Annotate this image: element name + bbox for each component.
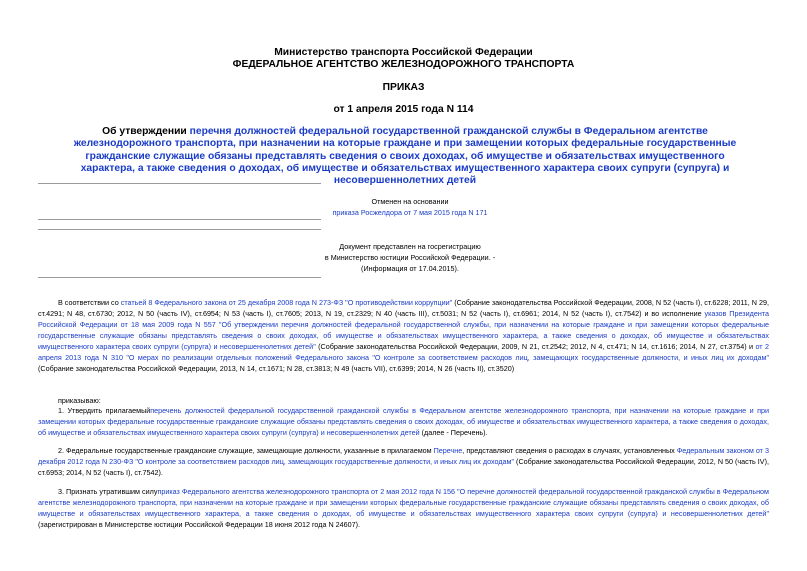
ministry-heading: Министерство транспорта Российской Федерации bbox=[274, 47, 533, 58]
registration-line-1: Документ представлен на госрегистрацию bbox=[339, 242, 481, 251]
divider-line bbox=[38, 219, 321, 220]
item-3-paragraph bbox=[38, 486, 769, 530]
item-3-text: 3. Признать утратившим силу bbox=[58, 487, 158, 496]
preamble-text: (Собрание законодательства Российской Федерации, 2009, N 21, ст.2542; 2012, N 4, ст.471; N 14, ст.1616; 2014, N 27, ст.3754) и bbox=[315, 342, 756, 351]
cancel-notice bbox=[290, 196, 530, 218]
item-2-text: 2. Федеральные государственные гражданские служащие, замещающие должности, указанные в прилагаемом bbox=[58, 446, 434, 455]
document-title bbox=[60, 126, 750, 187]
divider-line bbox=[38, 277, 321, 278]
agency-heading: ФЕДЕРАЛЬНОЕ АГЕНТСТВО ЖЕЛЕЗНОДОРОЖНОГО ТРАНСПОРТА bbox=[232, 59, 575, 70]
item-3-text: (зарегистрирован в Министерстве юстиции Российской Федерации 18 июня 2012 года N 24607). bbox=[38, 520, 361, 529]
preamble-text: (Собрание законодательства Российской Федерации, 2008, N 52 (часть I), ст.6228; 2011, N 29, ст.4291; N 48, ст.6730; 2012, N 50 (часть IV), ст.6954; N 53 (часть I), ст.7605; 2013, N 19, ст.2329; N 40 (часть III), ст.5031; N 52 (часть I), ст.6961; 2014, N 52 (часть I), ст.7542) и во исполнение bbox=[38, 298, 769, 318]
order-heading: ПРИКАЗ bbox=[382, 82, 425, 93]
list-link[interactable]: Перечне bbox=[433, 446, 463, 455]
federal-law-230-link[interactable]: Федеральным законом от 3 декабря 2012 года N 230-ФЗ "О контроле за соответствием расходов лиц, замещающих государственные должности, и иных лиц их доходам" bbox=[38, 446, 769, 466]
preamble-paragraph bbox=[38, 297, 769, 374]
item-1-paragraph bbox=[38, 405, 769, 438]
registration-notice bbox=[290, 241, 530, 274]
presidential-decree-310-link[interactable]: от 2 апреля 2013 года N 310 "О мерах по реализации отдельных положений Федерального закона "О контроле за соответствием расходов лиц, замещающих государственные должности, и иных лиц их доходам" bbox=[38, 342, 769, 362]
presidential-decree-557-link[interactable]: указов Президента Российской Федерации от 18 мая 2009 года N 557 "Об утверждении перечня должностей федеральной государственной службы, при назначении на которые граждане и при замещении которых федеральные государственные служащие обязаны представлять сведения о своих доходах, об имуществе и обязательствах имущественного характера, а также сведения о доходах, об имуществе и обязательствах имущественного характера своих супруги (супруга) и несовершеннолетних детей" bbox=[38, 309, 769, 351]
title-prefix: Об утверждении bbox=[102, 126, 190, 137]
divider-line bbox=[38, 229, 321, 230]
preamble-text: (Собрание законодательства Российской Федерации, 2013, N 14, ст.1671; N 28, ст.3813; N 49 (часть VII), ст.6399; 2014, N 26 (часть II), ст.3520) bbox=[38, 364, 515, 373]
cancel-notice-text: Отменен на основании bbox=[371, 197, 449, 206]
order-date: от 1 апреля 2015 года N 114 bbox=[333, 104, 474, 115]
item-2-text: (Собрание законодательства Российской Федерации, 2012, N 50 (часть IV), ст.6953; 2014, N 52 (часть I), ст.7542). bbox=[38, 457, 769, 477]
order-156-link[interactable]: приказ Федерального агентства железнодорожного транспорта от 2 мая 2012 года N 156 "О перечне должностей федеральной государственной гражданской службы в Федеральном агентстве железнодорожного транспорта, при назначении на которые граждане и при замещении которых федеральные государственные гражданские служащие обязаны представлять сведения о своих доходах, об имуществе и обязательствах имущественного характера, а также сведения о доходах, об имуществе и обязательствах имущественного характера своих супруги (супруга) и несовершеннолетних детей" bbox=[38, 487, 769, 518]
divider-line bbox=[38, 183, 321, 184]
registration-line-3: (Информация от 17.04.2015). bbox=[361, 264, 459, 273]
positions-list-link[interactable]: перечень должностей федеральной государственной гражданской службы в Федеральном агентстве железнодорожного транспорта, при назначении на которые граждане и при замещении которых федеральные государственные гражданские служащие обязаны представлять сведения о своих доходах, об имуществе и обязательствах имущественного характера, а также сведения о доходах, об имуществе и обязательствах имущественного характера своих супруги (супруга) и несовершеннолетних детей bbox=[38, 406, 769, 437]
item-1-text: 1. Утвердить прилагаемый bbox=[58, 406, 151, 415]
cancel-order-link[interactable]: приказа Росжелдора от 7 мая 2015 года N 171 bbox=[332, 208, 488, 217]
title-link[interactable]: перечня должностей федеральной государственной гражданской службы в Федеральном агентстве железнодорожного транспорта, при назначении на которые граждане и при замещении которых федеральные государственные гражданские служащие обязаны представлять сведения о своих доходах, об имуществе и обязательствах имущественного характера, а также сведения о доходах, об имуществе и обязательствах имущественного характера своих супруги (супруга) и несовершеннолетних детей bbox=[73, 126, 737, 187]
item-2-paragraph bbox=[38, 445, 769, 478]
registration-line-2: в Министерство юстиции Российской Федерации. - bbox=[324, 253, 496, 262]
item-1-text: (далее - Перечень). bbox=[419, 428, 488, 437]
preamble-text: В соответствии со bbox=[58, 298, 121, 307]
anticorruption-law-link[interactable]: статьей 8 Федерального закона от 25 декабря 2008 года N 273-ФЗ "О противодействии коррупции" bbox=[120, 298, 453, 307]
order-word: приказываю: bbox=[58, 396, 101, 405]
item-2-text: , представляют сведения о расходах в случаях, установленных bbox=[462, 446, 677, 455]
